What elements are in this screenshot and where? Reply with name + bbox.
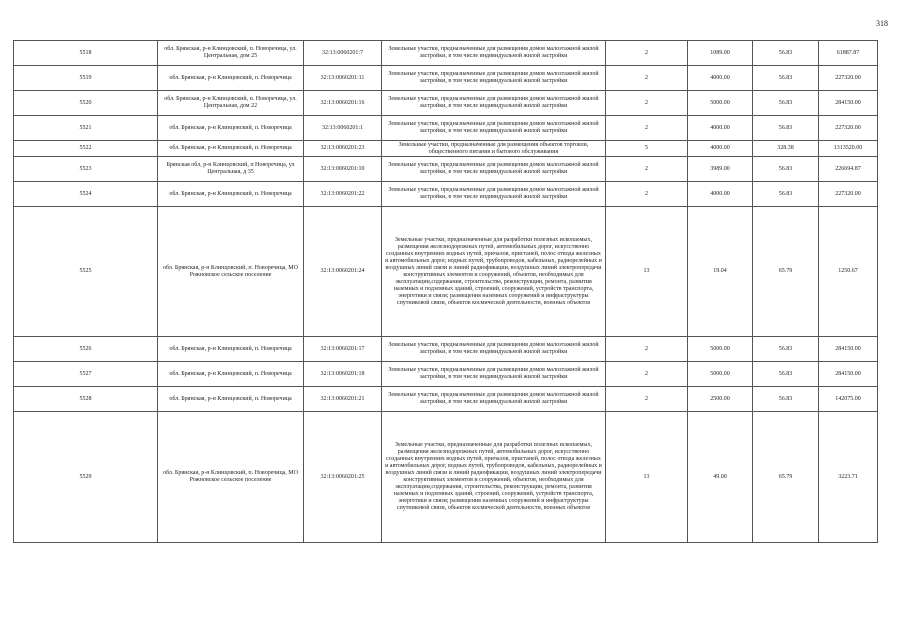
cadastral-number-cell: 32:13:0060201:25 (304, 412, 382, 543)
area-cell: 5000.00 (688, 91, 753, 116)
group-cell: 2 (606, 182, 688, 207)
area-cell: 2500.00 (688, 387, 753, 412)
cadastral-number-cell: 32:13:0060201:23 (304, 141, 382, 157)
group-cell: 5 (606, 141, 688, 157)
area-cell: 4000.00 (688, 141, 753, 157)
row-number: 5522 (14, 141, 158, 157)
cadastral-value-cell: 1313520.00 (819, 141, 878, 157)
rate-cell: 56.83 (753, 66, 819, 91)
table-body (14, 41, 878, 543)
address-cell: обл. Брянская, р-н Клинцовский, п. Новоречица, МО Рожновское сельское поселение (158, 412, 304, 543)
table-row (14, 41, 878, 66)
table-row (14, 387, 878, 412)
rate-cell: 56.83 (753, 337, 819, 362)
cadastral-value-cell: 284150.00 (819, 362, 878, 387)
address-cell: обл. Брянская, р-н Клинцовский, п. Новоречица (158, 66, 304, 91)
group-cell: 2 (606, 387, 688, 412)
group-cell: 2 (606, 362, 688, 387)
row-number: 5518 (14, 41, 158, 66)
cadastral-number-cell: 32:13:0060201:16 (304, 91, 382, 116)
rate-cell: 328.38 (753, 141, 819, 157)
group-cell: 2 (606, 337, 688, 362)
cadastral-number-cell: 32:13:0060201:11 (304, 66, 382, 91)
table-row (14, 337, 878, 362)
land-purpose-cell: Земельные участки, предназначенные для размещения объектов торговли, общественного питания и бытового обслуживания (382, 141, 606, 157)
cadastral-number-cell: 32:13:0060201:18 (304, 362, 382, 387)
group-cell: 2 (606, 91, 688, 116)
rate-cell: 56.83 (753, 182, 819, 207)
cadastral-number-cell: 32:13:0060201:21 (304, 387, 382, 412)
group-cell: 13 (606, 412, 688, 543)
row-number: 5520 (14, 91, 158, 116)
cadastral-value-cell: 142075.00 (819, 387, 878, 412)
row-number: 5525 (14, 207, 158, 337)
row-number: 5527 (14, 362, 158, 387)
address-cell: обл. Брянская, р-н Клинцовский, п. Новоречица (158, 387, 304, 412)
land-purpose-cell: Земельные участки, предназначенные для размещения домов малоэтажной жилой застройки, в том числе индивидуальной жилой застройки (382, 66, 606, 91)
address-cell: обл. Брянская, р-н Клинцовский, п. Новоречица, ул. Центральная, дом 25 (158, 41, 304, 66)
group-cell: 2 (606, 116, 688, 141)
land-purpose-cell: Земельные участки, предназначенные для размещения домов малоэтажной жилой застройки, в том числе индивидуальной жилой застройки (382, 337, 606, 362)
land-purpose-cell: Земельные участки, предназначенные для разработки полезных ископаемых, размещения железнодорожных путей, автомобильных дорог, искусственно созданных внутренних водных путей, причалов, пристаней, полос отвода железных и автомобильных дорог, водных путей, трубопроводов, кабельных, радиорелейных и воздушных линий связи и линий радиофикации, воздушных линий электропередачи конструктивных элементов и сооружений, объектов, необходимых для эксплуатации,содержания, строительства, реконструкции, ремонта, развития наземных и подземных зданий, строений, сооружений, устройств транспорта, энергетики и связи; размещения наземных сооружений и инфраструктуры спутниковой связи, объектов космической деятельности, военных объектов (382, 412, 606, 543)
area-cell: 49.00 (688, 412, 753, 543)
cadastral-number-cell: 32:13:0060201:10 (304, 157, 382, 182)
address-cell: обл. Брянская, р-н Клинцовский, п. Новоречица, МО Рожновское сельское поселение (158, 207, 304, 337)
row-number: 5521 (14, 116, 158, 141)
row-number: 5529 (14, 412, 158, 543)
table-row (14, 91, 878, 116)
rate-cell: 56.83 (753, 157, 819, 182)
row-number: 5524 (14, 182, 158, 207)
cadastral-number-cell: 32:13:0060201:22 (304, 182, 382, 207)
group-cell: 2 (606, 66, 688, 91)
land-purpose-cell: Земельные участки, предназначенные для размещения домов малоэтажной жилой застройки, в том числе индивидуальной жилой застройки (382, 116, 606, 141)
row-number: 5523 (14, 157, 158, 182)
cadastral-value-cell: 227320.00 (819, 182, 878, 207)
cadastral-value-cell: 61887.87 (819, 41, 878, 66)
land-purpose-cell: Земельные участки, предназначенные для разработки полезных ископаемых, размещения железнодорожных путей, автомобильных дорог, искусственно созданных внутренних водных путей, причалов, пристаней, полос отвода железных и автомобильных дорог, водных путей, трубопроводов, кабельных, радиорелейных и воздушных линий связи и линий радиофикации, воздушных линий электропередачи конструктивных элементов и сооружений, объектов, необходимых для эксплуатации,содержания, строительства, реконструкции, ремонта, развития наземных и подземных зданий, строений, сооружений, устройств транспорта, энергетики и связи; размещения наземных сооружений и инфраструктуры спутниковой связи, объектов космической деятельности, военных объектов (382, 207, 606, 337)
rate-cell: 56.83 (753, 362, 819, 387)
area-cell: 3989.00 (688, 157, 753, 182)
group-cell: 2 (606, 41, 688, 66)
land-purpose-cell: Земельные участки, предназначенные для размещения домов малоэтажной жилой застройки, в том числе индивидуальной жилой застройки (382, 157, 606, 182)
area-cell: 4000.00 (688, 116, 753, 141)
group-cell: 13 (606, 207, 688, 337)
table-row (14, 116, 878, 141)
area-cell: 5000.00 (688, 362, 753, 387)
cadastral-number-cell: 32:13:0060201:17 (304, 337, 382, 362)
area-cell: 1089.00 (688, 41, 753, 66)
area-cell: 5000.00 (688, 337, 753, 362)
table-row (14, 157, 878, 182)
rate-cell: 56.83 (753, 387, 819, 412)
address-cell: обл. Брянская, р-н Клинцовский, п. Новоречица, ул. Центральная, дом 22 (158, 91, 304, 116)
cadastral-number-cell: 32:13:0060201:24 (304, 207, 382, 337)
cadastral-value-cell: 3223.71 (819, 412, 878, 543)
rate-cell: 56.83 (753, 41, 819, 66)
table-row (14, 362, 878, 387)
cadastral-number-cell: 32:13:0060201:7 (304, 41, 382, 66)
page-number: 318 (876, 19, 888, 28)
address-cell: обл. Брянская, р-н Клинцовский, п. Новоречица (158, 362, 304, 387)
address-cell: обл. Брянская, р-н Клинцовский, п. Новоречица (158, 182, 304, 207)
land-purpose-cell: Земельные участки, предназначенные для размещения домов малоэтажной жилой застройки, в том числе индивидуальной жилой застройки (382, 387, 606, 412)
table-row (14, 182, 878, 207)
land-registry-table (13, 40, 878, 543)
land-purpose-cell: Земельные участки, предназначенные для размещения домов малоэтажной жилой застройки, в том числе индивидуальной жилой застройки (382, 91, 606, 116)
rate-cell: 65.79 (753, 207, 819, 337)
row-number: 5526 (14, 337, 158, 362)
area-cell: 4000.00 (688, 182, 753, 207)
rate-cell: 56.83 (753, 91, 819, 116)
cadastral-value-cell: 226694.87 (819, 157, 878, 182)
land-purpose-cell: Земельные участки, предназначенные для размещения домов малоэтажной жилой застройки, в том числе индивидуальной жилой застройки (382, 182, 606, 207)
cadastral-value-cell: 1250.67 (819, 207, 878, 337)
cadastral-value-cell: 284150.00 (819, 337, 878, 362)
address-cell: обл. Брянская, р-н Клинцовский, п. Новоречица (158, 141, 304, 157)
row-number: 5519 (14, 66, 158, 91)
area-cell: 4000.00 (688, 66, 753, 91)
table-row (14, 66, 878, 91)
rate-cell: 65.79 (753, 412, 819, 543)
area-cell: 19.04 (688, 207, 753, 337)
cadastral-value-cell: 284150.00 (819, 91, 878, 116)
table-row (14, 207, 878, 337)
address-cell: Брянская обл, р-н Клинцовский, п Новоречица, ул Центральная, д 35 (158, 157, 304, 182)
address-cell: обл. Брянская, р-н Клинцовский, п. Новоречица (158, 337, 304, 362)
row-number: 5528 (14, 387, 158, 412)
address-cell: обл. Брянская, р-н Клинцовский, п. Новоречица (158, 116, 304, 141)
land-purpose-cell: Земельные участки, предназначенные для размещения домов малоэтажной жилой застройки, в том числе индивидуальной жилой застройки (382, 362, 606, 387)
cadastral-value-cell: 227320.00 (819, 66, 878, 91)
rate-cell: 56.83 (753, 116, 819, 141)
table-row (14, 412, 878, 543)
table-row (14, 141, 878, 157)
land-purpose-cell: Земельные участки, предназначенные для размещения домов малоэтажной жилой застройки, в том числе индивидуальной жилой застройки (382, 41, 606, 66)
cadastral-number-cell: 32:13:0060201:1 (304, 116, 382, 141)
cadastral-value-cell: 227320.00 (819, 116, 878, 141)
group-cell: 2 (606, 157, 688, 182)
